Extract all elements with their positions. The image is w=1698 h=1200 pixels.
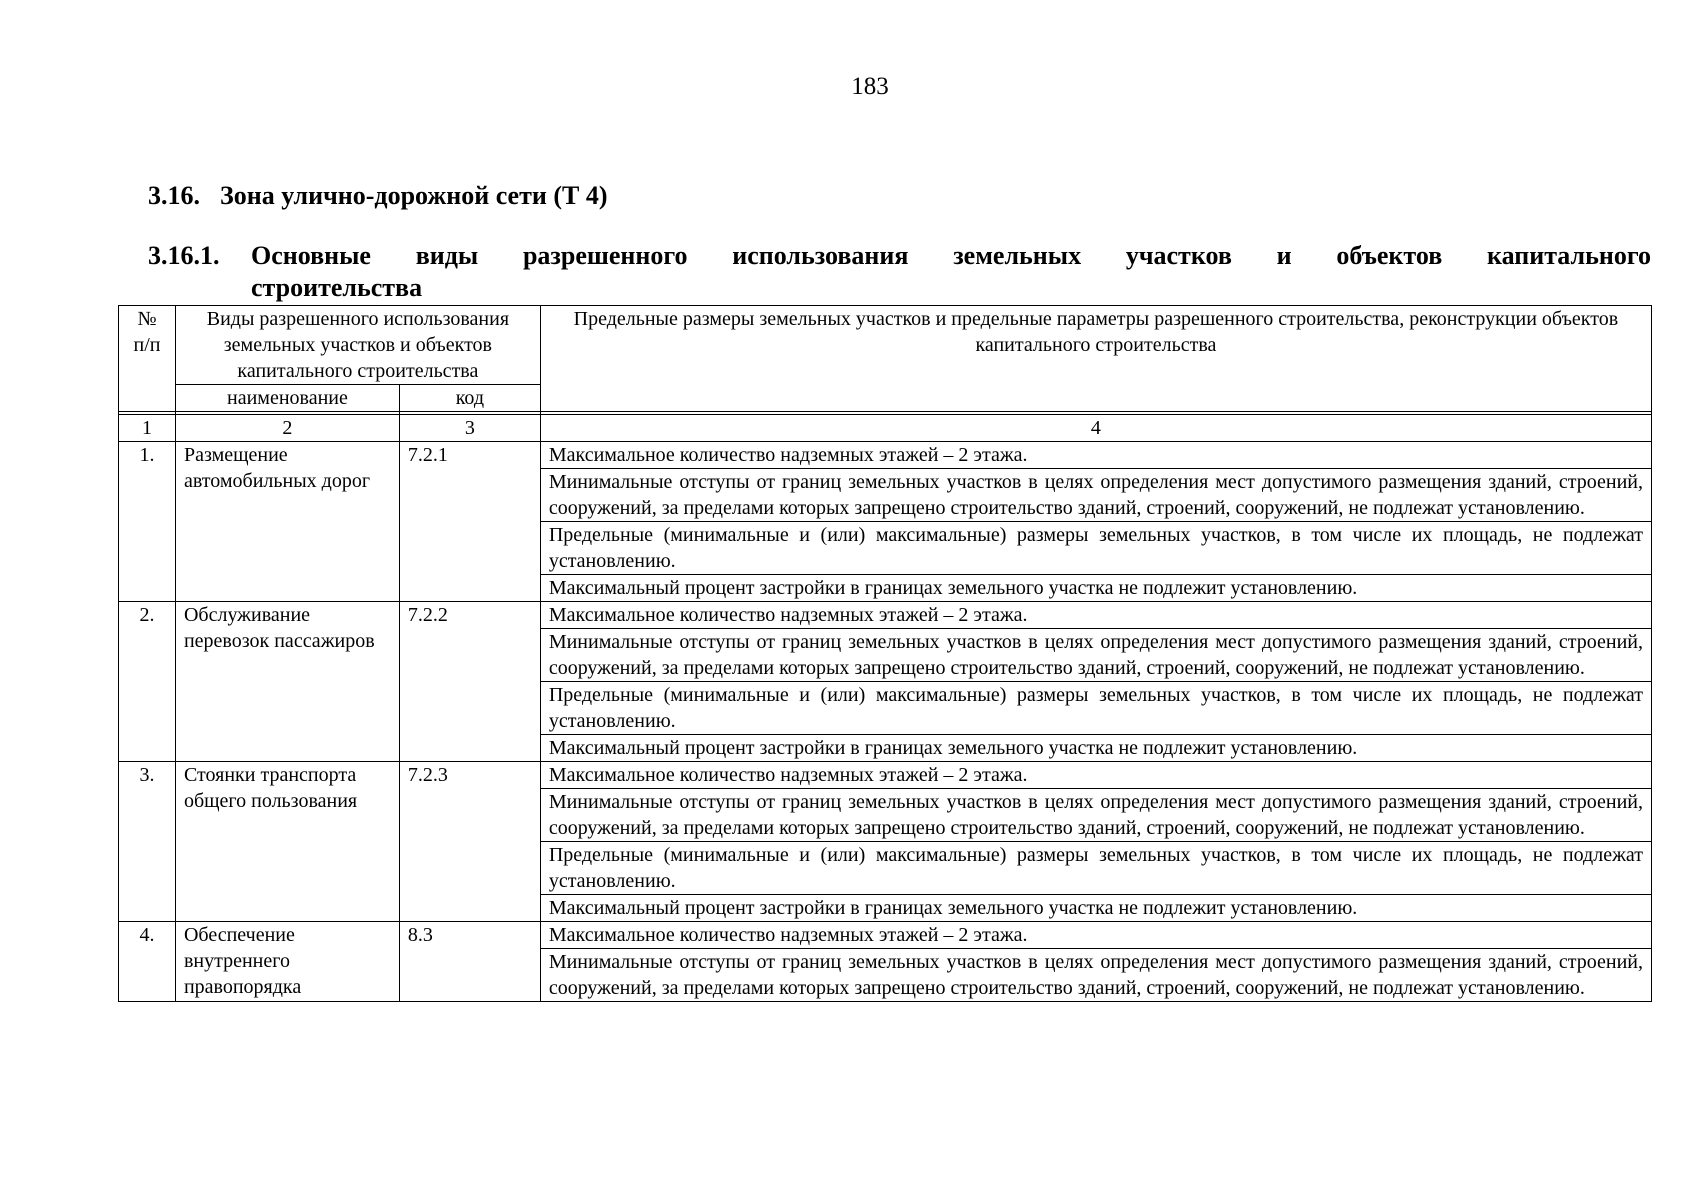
parameter-text: Максимальное количество надземных этажей – 2 этажа. — [540, 602, 1651, 629]
row-number: 4. — [119, 922, 176, 1002]
section-title: Зона улично-дорожной сети (Т 4) — [220, 181, 608, 210]
use-name: Размещение автомобильных дорог — [175, 442, 399, 602]
parameter-text: Предельные (минимальные и (или) максимальные) размеры земельных участков, в том числе их площадь, не подлежат установлению. — [540, 842, 1651, 895]
use-code: 7.2.1 — [399, 442, 540, 602]
subsection-title-line2: строительства — [251, 273, 423, 302]
use-code: 7.2.3 — [399, 762, 540, 922]
parameter-text: Максимальное количество надземных этажей – 2 этажа. — [540, 442, 1651, 469]
parameter-text: Минимальные отступы от границ земельных участков в целях определения мест допустимого размещения зданий, строений, сооружений, за пределами которых запрещено строительство зданий, строений, сооружений, не подлежат установлению. — [540, 629, 1651, 682]
header-code: код — [399, 385, 540, 412]
parameter-text: Максимальный процент застройки в границах земельного участка не подлежит установлению. — [540, 735, 1651, 762]
header-name: наименование — [175, 385, 399, 412]
parameter-text: Предельные (минимальные и (или) максимальные) размеры земельных участков, в том числе их площадь, не подлежат установлению. — [540, 682, 1651, 735]
parameter-text: Максимальное количество надземных этажей – 2 этажа. — [540, 922, 1651, 949]
table-row — [119, 762, 1652, 789]
subsection-number: 3.16.1. — [148, 241, 220, 270]
parameter-text: Минимальные отступы от границ земельных участков в целях определения мест допустимого размещения зданий, строений, сооружений, за пределами которых запрещено строительство зданий, строений, сооружений, не подлежат установлению. — [540, 949, 1651, 1002]
header-limits: Предельные размеры земельных участков и предельные параметры разрешенного строительства, реконструкции объектов капитального строительства — [540, 306, 1651, 412]
table-row — [119, 602, 1652, 629]
use-code: 7.2.2 — [399, 602, 540, 762]
row-number: 2. — [119, 602, 176, 762]
parameter-text: Минимальные отступы от границ земельных участков в целях определения мест допустимого размещения зданий, строений, сооружений, за пределами которых запрещено строительство зданий, строений, сооружений, не подлежат установлению. — [540, 469, 1651, 522]
header-num: № п/п — [119, 306, 176, 412]
table-row — [119, 922, 1652, 949]
header-types: Виды разрешенного использования земельных участков и объектов капитального строительства — [175, 306, 540, 385]
parameter-text: Максимальный процент застройки в границах земельного участка не подлежит установлению. — [540, 575, 1651, 602]
page-number: 183 — [851, 73, 889, 100]
col-number: 3 — [399, 415, 540, 442]
zoning-table — [118, 305, 1652, 1002]
section-number: 3.16. — [148, 181, 200, 210]
row-number: 3. — [119, 762, 176, 922]
parameter-text: Минимальные отступы от границ земельных участков в целях определения мест допустимого размещения зданий, строений, сооружений, за пределами которых запрещено строительство зданий, строений, сооружений, не подлежат установлению. — [540, 789, 1651, 842]
column-number-row — [119, 415, 1652, 442]
parameter-text: Максимальный процент застройки в границах земельного участка не подлежит установлению. — [540, 895, 1651, 922]
parameter-text: Предельные (минимальные и (или) максимальные) размеры земельных участков, в том числе их площадь, не подлежат установлению. — [540, 522, 1651, 575]
subsection-heading — [148, 240, 1651, 304]
col-number: 4 — [540, 415, 1651, 442]
table-header-row — [119, 306, 1652, 385]
subsection-title-line1: Основные виды разрешенного использования земельных участков и объектов капитального — [251, 241, 1651, 270]
use-name: Обеспечение внутреннего правопорядка — [175, 922, 399, 1002]
parameter-text: Максимальное количество надземных этажей – 2 этажа. — [540, 762, 1651, 789]
table-row — [119, 442, 1652, 469]
col-number: 1 — [119, 415, 176, 442]
section-heading — [148, 181, 608, 211]
use-name: Обслуживание перевозок пассажиров — [175, 602, 399, 762]
col-number: 2 — [175, 415, 399, 442]
row-number: 1. — [119, 442, 176, 602]
use-name: Стоянки транспорта общего пользования — [175, 762, 399, 922]
use-code: 8.3 — [399, 922, 540, 1002]
